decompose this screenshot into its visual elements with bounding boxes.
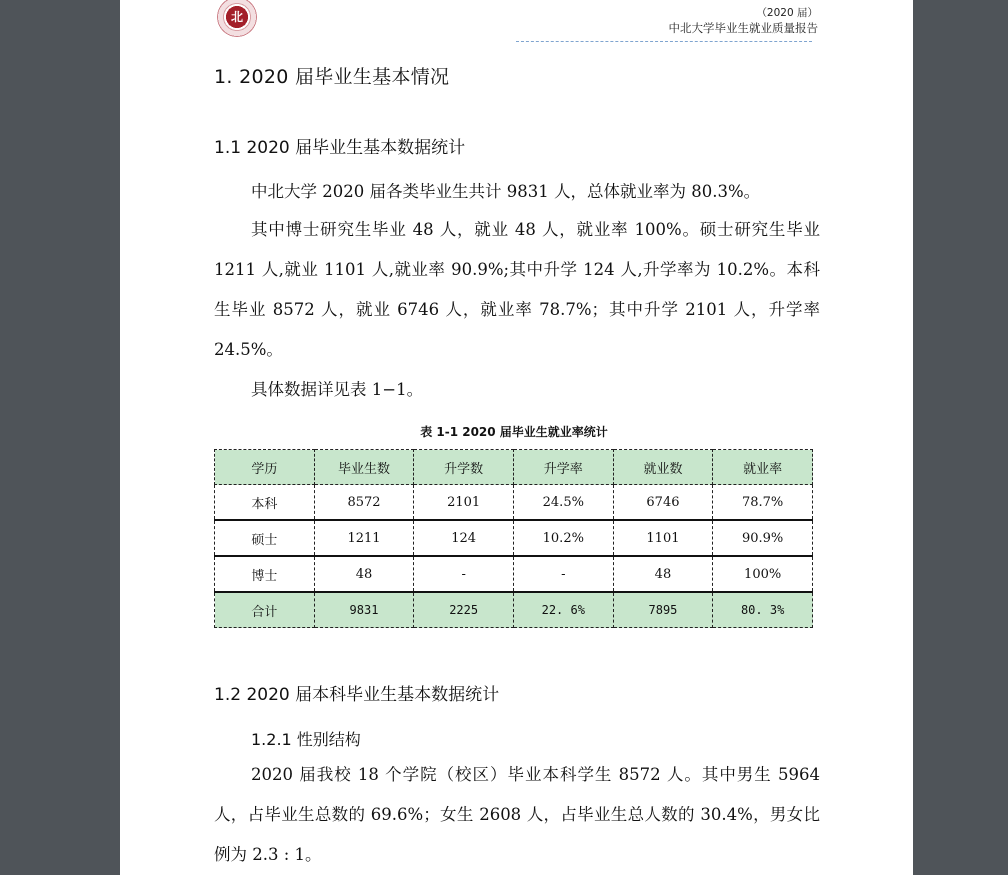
logo-glyph: 北 xyxy=(230,10,243,24)
page-header xyxy=(669,6,819,36)
table-row xyxy=(215,520,813,556)
paragraph-summary: 中北大学 2020 届各类毕业生共计 9831 人，总体就业率为 80.3%。 xyxy=(251,182,761,201)
cell-further-study: 2101 xyxy=(414,485,514,521)
cell-degree: 博士 xyxy=(215,556,315,592)
cell-further-study-rate: 24.5% xyxy=(513,485,613,521)
cell-further-study-rate: - xyxy=(513,556,613,592)
header-year: （2020 届） xyxy=(756,7,818,19)
header-further-study: 升学数 xyxy=(414,450,514,485)
university-seal-icon xyxy=(217,0,257,37)
section-1-2-1-heading: 1.2.1 性别结构 xyxy=(251,730,361,749)
document-page xyxy=(120,0,913,875)
cell-degree: 硕士 xyxy=(215,520,315,556)
cell-total-employed: 7895 xyxy=(613,592,713,628)
header-employed: 就业数 xyxy=(613,450,713,485)
header-graduates: 毕业生数 xyxy=(314,450,414,485)
paragraph-table-ref: 具体数据详见表 1−1。 xyxy=(251,380,424,399)
header-further-study-rate: 升学率 xyxy=(513,450,613,485)
table-row xyxy=(215,556,813,592)
cell-employed: 1101 xyxy=(613,520,713,556)
section-1-1-heading: 1.1 2020 届毕业生基本数据统计 xyxy=(214,138,466,158)
table-total-row xyxy=(215,592,813,628)
cell-employed: 48 xyxy=(613,556,713,592)
cell-degree: 本科 xyxy=(215,485,315,521)
table-header-row xyxy=(215,450,813,485)
cell-further-study: - xyxy=(414,556,514,592)
section-1-2-heading: 1.2 2020 届本科毕业生基本数据统计 xyxy=(214,685,500,705)
paragraph-gender-structure: 2020 届我校 18 个学院（校区）毕业本科学生 8572 人。其中男生 5964 人，占毕业生总数的 69.6%；女生 2608 人，占毕业生总人数的 30.4%，男女比例为 2.3 : 1。 xyxy=(214,765,820,864)
cell-total-further-study-rate: 22. 6% xyxy=(513,592,613,628)
cell-total-further-study: 2225 xyxy=(414,592,514,628)
paragraph-details: 其中博士研究生毕业 48 人，就业 48 人，就业率 100%。硕士研究生毕业 1211 人,就业 1101 人,就业率 90.9%;其中升学 124 人,升学率为 10.2%。本科生毕业 8572 人，就业 6746 人，就业率 78.7%；其中升学 2101 人，升学率 24.5%。 xyxy=(214,220,820,359)
cell-employment-rate: 100% xyxy=(713,556,813,592)
cell-further-study-rate: 10.2% xyxy=(513,520,613,556)
cell-employment-rate: 90.9% xyxy=(713,520,813,556)
header-degree: 学历 xyxy=(215,450,315,485)
cell-employed: 6746 xyxy=(613,485,713,521)
cell-employment-rate: 78.7% xyxy=(713,485,813,521)
cell-total-employment-rate: 80. 3% xyxy=(713,592,813,628)
cell-graduates: 8572 xyxy=(314,485,414,521)
cell-graduates: 1211 xyxy=(314,520,414,556)
header-title: 中北大学毕业生就业质量报告 xyxy=(668,21,818,35)
header-divider xyxy=(516,41,812,42)
table-caption: 表 1-1 2020 届毕业生就业率统计 xyxy=(420,425,608,439)
section-1-heading: 1. 2020 届毕业生基本情况 xyxy=(214,66,450,88)
cell-total-label: 合计 xyxy=(215,592,315,628)
table-row xyxy=(215,485,813,521)
employment-stats-table xyxy=(214,449,813,628)
cell-total-graduates: 9831 xyxy=(314,592,414,628)
header-employment-rate: 就业率 xyxy=(713,450,813,485)
cell-further-study: 124 xyxy=(414,520,514,556)
cell-graduates: 48 xyxy=(314,556,414,592)
